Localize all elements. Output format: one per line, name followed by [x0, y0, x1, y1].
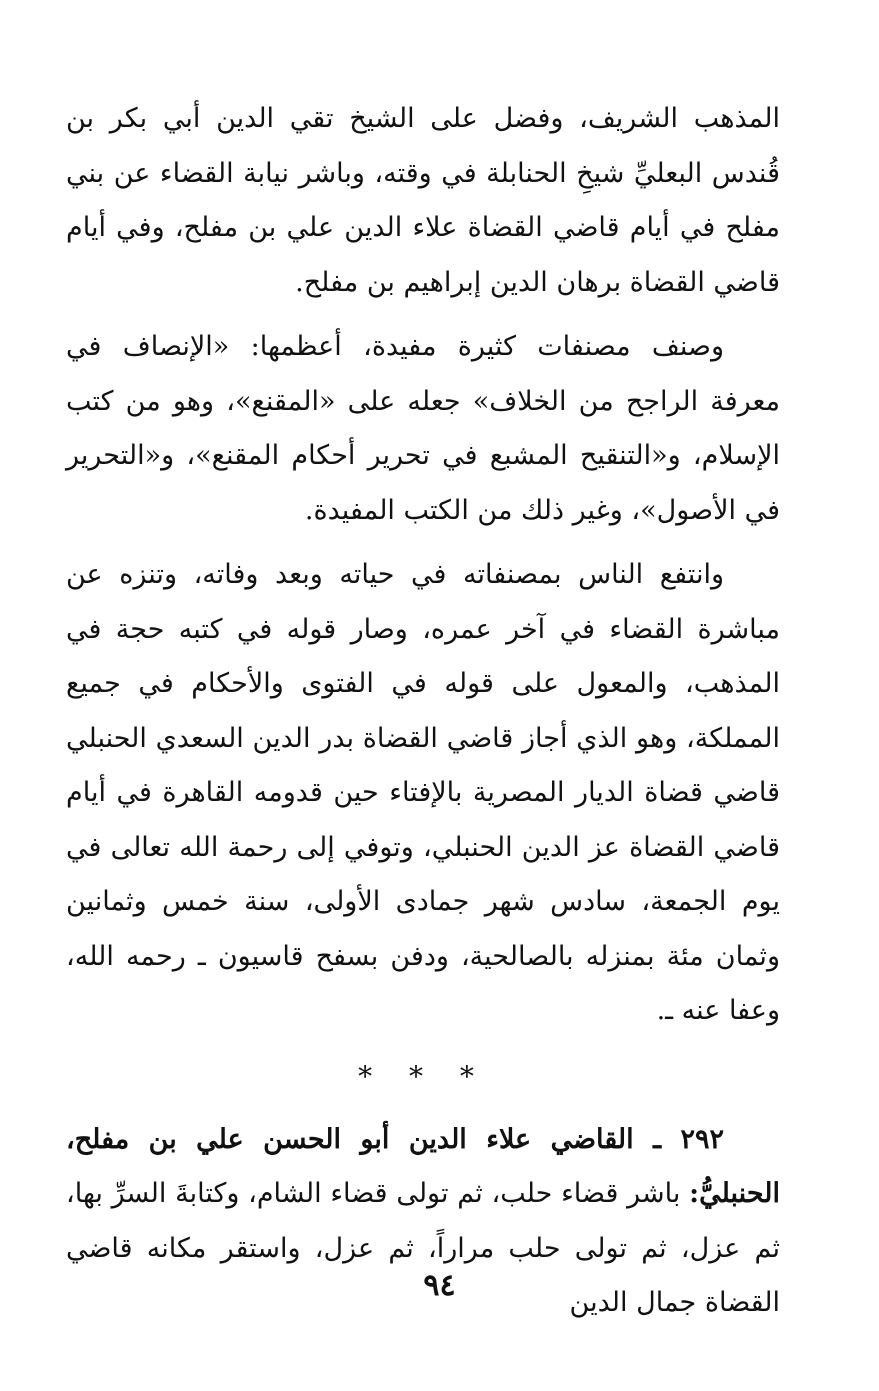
page-number: ٩٤ — [423, 1268, 456, 1303]
paragraph-works: وصنف مصنفات كثيرة مفيدة، أعظمها: «الإنصاف في معرفة الراجح من الخلاف» جعله على «المقنع»، وهو من كتب الإسلام، و«التنقيح المشبع في تحرير أحكام المقنع»، و«التحرير في الأصول»، وغير ذلك من الكتب المفيدة. — [66, 331, 780, 526]
paragraph-legacy: وانتفع الناس بمصنفاته في حياته وبعد وفاته، وتنزه عن مباشرة القضاء في آخر عمره، وصار قوله في كتبه حجة في المذهب، والمعول على قوله في الفتوى والأحكام في جميع المملكة، وهو الذي أجاز قاضي القضاة بدر الدين السعدي الحنبلي قاضي قضاة الديار المصرية بالإفتاء حين قدومه القاهرة في أيام قاضي القضاة عز الدين الحنبلي، وتوفي إلى رحمة الله تعالى في يوم الجمعة، سادس شهر جمادى الأولى، سنة خمس وثمانين وثمان مئة بمنزله بالصالحية، ودفن بسفح قاسيون ـ رحمه الله، وعفا عنه ـ. — [66, 559, 780, 1026]
entry-body: باشر قضاء حلب، ثم تولى قضاء الشام، وكتابةَ السرِّ بها، ثم عزل، ثم تولى حلب مراراً، ثم عزل، واستقر مكانه قاضي القضاة جمال الدين — [66, 1178, 780, 1318]
entry-title: ٢٩٢ ـ القاضي علاء الدين أبو الحسن علي بن مفلح، الحنبليُّ: — [66, 1123, 780, 1209]
section-separator: * * * — [358, 1059, 488, 1093]
page-body — [66, 92, 780, 1331]
paragraph-continuation: المذهب الشريف، وفضل على الشيخ تقي الدين أبي بكر بن قُندس البعليِّ شيخِ الحنابلة في وقته، وباشر نيابة القضاء عن بني مفلح في أيام قاضي القضاة علاء الدين علي بن مفلح، وفي أيام قاضي القضاة برهان الدين إبراهيم بن مفلح. — [66, 103, 780, 298]
